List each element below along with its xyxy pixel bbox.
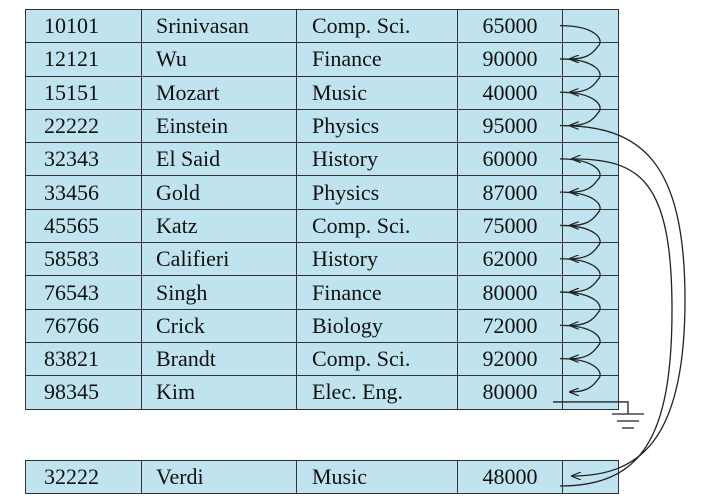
id-cell: 76766 <box>26 309 142 342</box>
salary-cell: 62000 <box>458 243 563 276</box>
name-cell: Srinivasan <box>142 10 297 43</box>
null-pointer-line <box>553 402 628 414</box>
salary-cell: 80000 <box>458 276 563 309</box>
pointer-arrow <box>560 92 600 125</box>
name-cell: Califieri <box>142 243 297 276</box>
dept-cell: History <box>297 143 458 176</box>
salary-cell: 90000 <box>458 43 563 76</box>
dept-cell: Biology <box>297 309 458 342</box>
name-cell: Mozart <box>142 76 297 109</box>
name-cell: Brandt <box>142 342 297 375</box>
salary-cell: 92000 <box>458 342 563 375</box>
dept-cell: History <box>297 243 458 276</box>
id-cell: 98345 <box>26 376 142 409</box>
pointer-arrow <box>560 26 600 59</box>
id-cell: 83821 <box>26 342 142 375</box>
name-cell: Singh <box>142 276 297 309</box>
name-cell: El Said <box>142 143 297 176</box>
dept-cell: Finance <box>297 43 458 76</box>
salary-cell: 80000 <box>458 376 563 409</box>
pointer-arrow <box>560 225 600 258</box>
id-cell: 32343 <box>26 143 142 176</box>
name-cell: Wu <box>142 43 297 76</box>
name-cell: Gold <box>142 176 297 209</box>
name-cell: Katz <box>142 209 297 242</box>
pointer-arrow <box>560 59 600 92</box>
salary-cell: 48000 <box>458 461 563 494</box>
pointer-arrow <box>560 192 600 225</box>
dept-cell: Elec. Eng. <box>297 376 458 409</box>
id-cell: 10101 <box>26 10 142 43</box>
dept-cell: Music <box>297 461 458 494</box>
name-cell: Kim <box>142 376 297 409</box>
pointer-arrow <box>560 159 600 192</box>
dept-cell: Physics <box>297 176 458 209</box>
pointer-arrow-to-overflow <box>560 126 685 476</box>
dept-cell: Comp. Sci. <box>297 10 458 43</box>
salary-cell: 40000 <box>458 76 563 109</box>
salary-cell: 72000 <box>458 309 563 342</box>
pointer-arrow <box>560 359 600 392</box>
dept-cell: Physics <box>297 109 458 142</box>
name-cell: Verdi <box>142 461 297 494</box>
null-ground-symbol <box>612 414 644 428</box>
pointer-arrow <box>560 259 600 292</box>
dept-cell: Finance <box>297 276 458 309</box>
id-cell: 15151 <box>26 76 142 109</box>
salary-cell: 75000 <box>458 209 563 242</box>
pointer-arrow <box>560 325 600 358</box>
salary-cell: 60000 <box>458 143 563 176</box>
id-cell: 33456 <box>26 176 142 209</box>
name-cell: Crick <box>142 309 297 342</box>
id-cell: 45565 <box>26 209 142 242</box>
dept-cell: Comp. Sci. <box>297 342 458 375</box>
salary-cell: 65000 <box>458 10 563 43</box>
id-cell: 76543 <box>26 276 142 309</box>
pointer-arrow <box>560 292 600 325</box>
id-cell: 58583 <box>26 243 142 276</box>
name-cell: Einstein <box>142 109 297 142</box>
salary-cell: 87000 <box>458 176 563 209</box>
id-cell: 32222 <box>26 461 142 494</box>
salary-cell: 95000 <box>458 109 563 142</box>
dept-cell: Comp. Sci. <box>297 209 458 242</box>
pointer-arrow-from-overflow <box>560 159 672 486</box>
id-cell: 12121 <box>26 43 142 76</box>
id-cell: 22222 <box>26 109 142 142</box>
dept-cell: Music <box>297 76 458 109</box>
